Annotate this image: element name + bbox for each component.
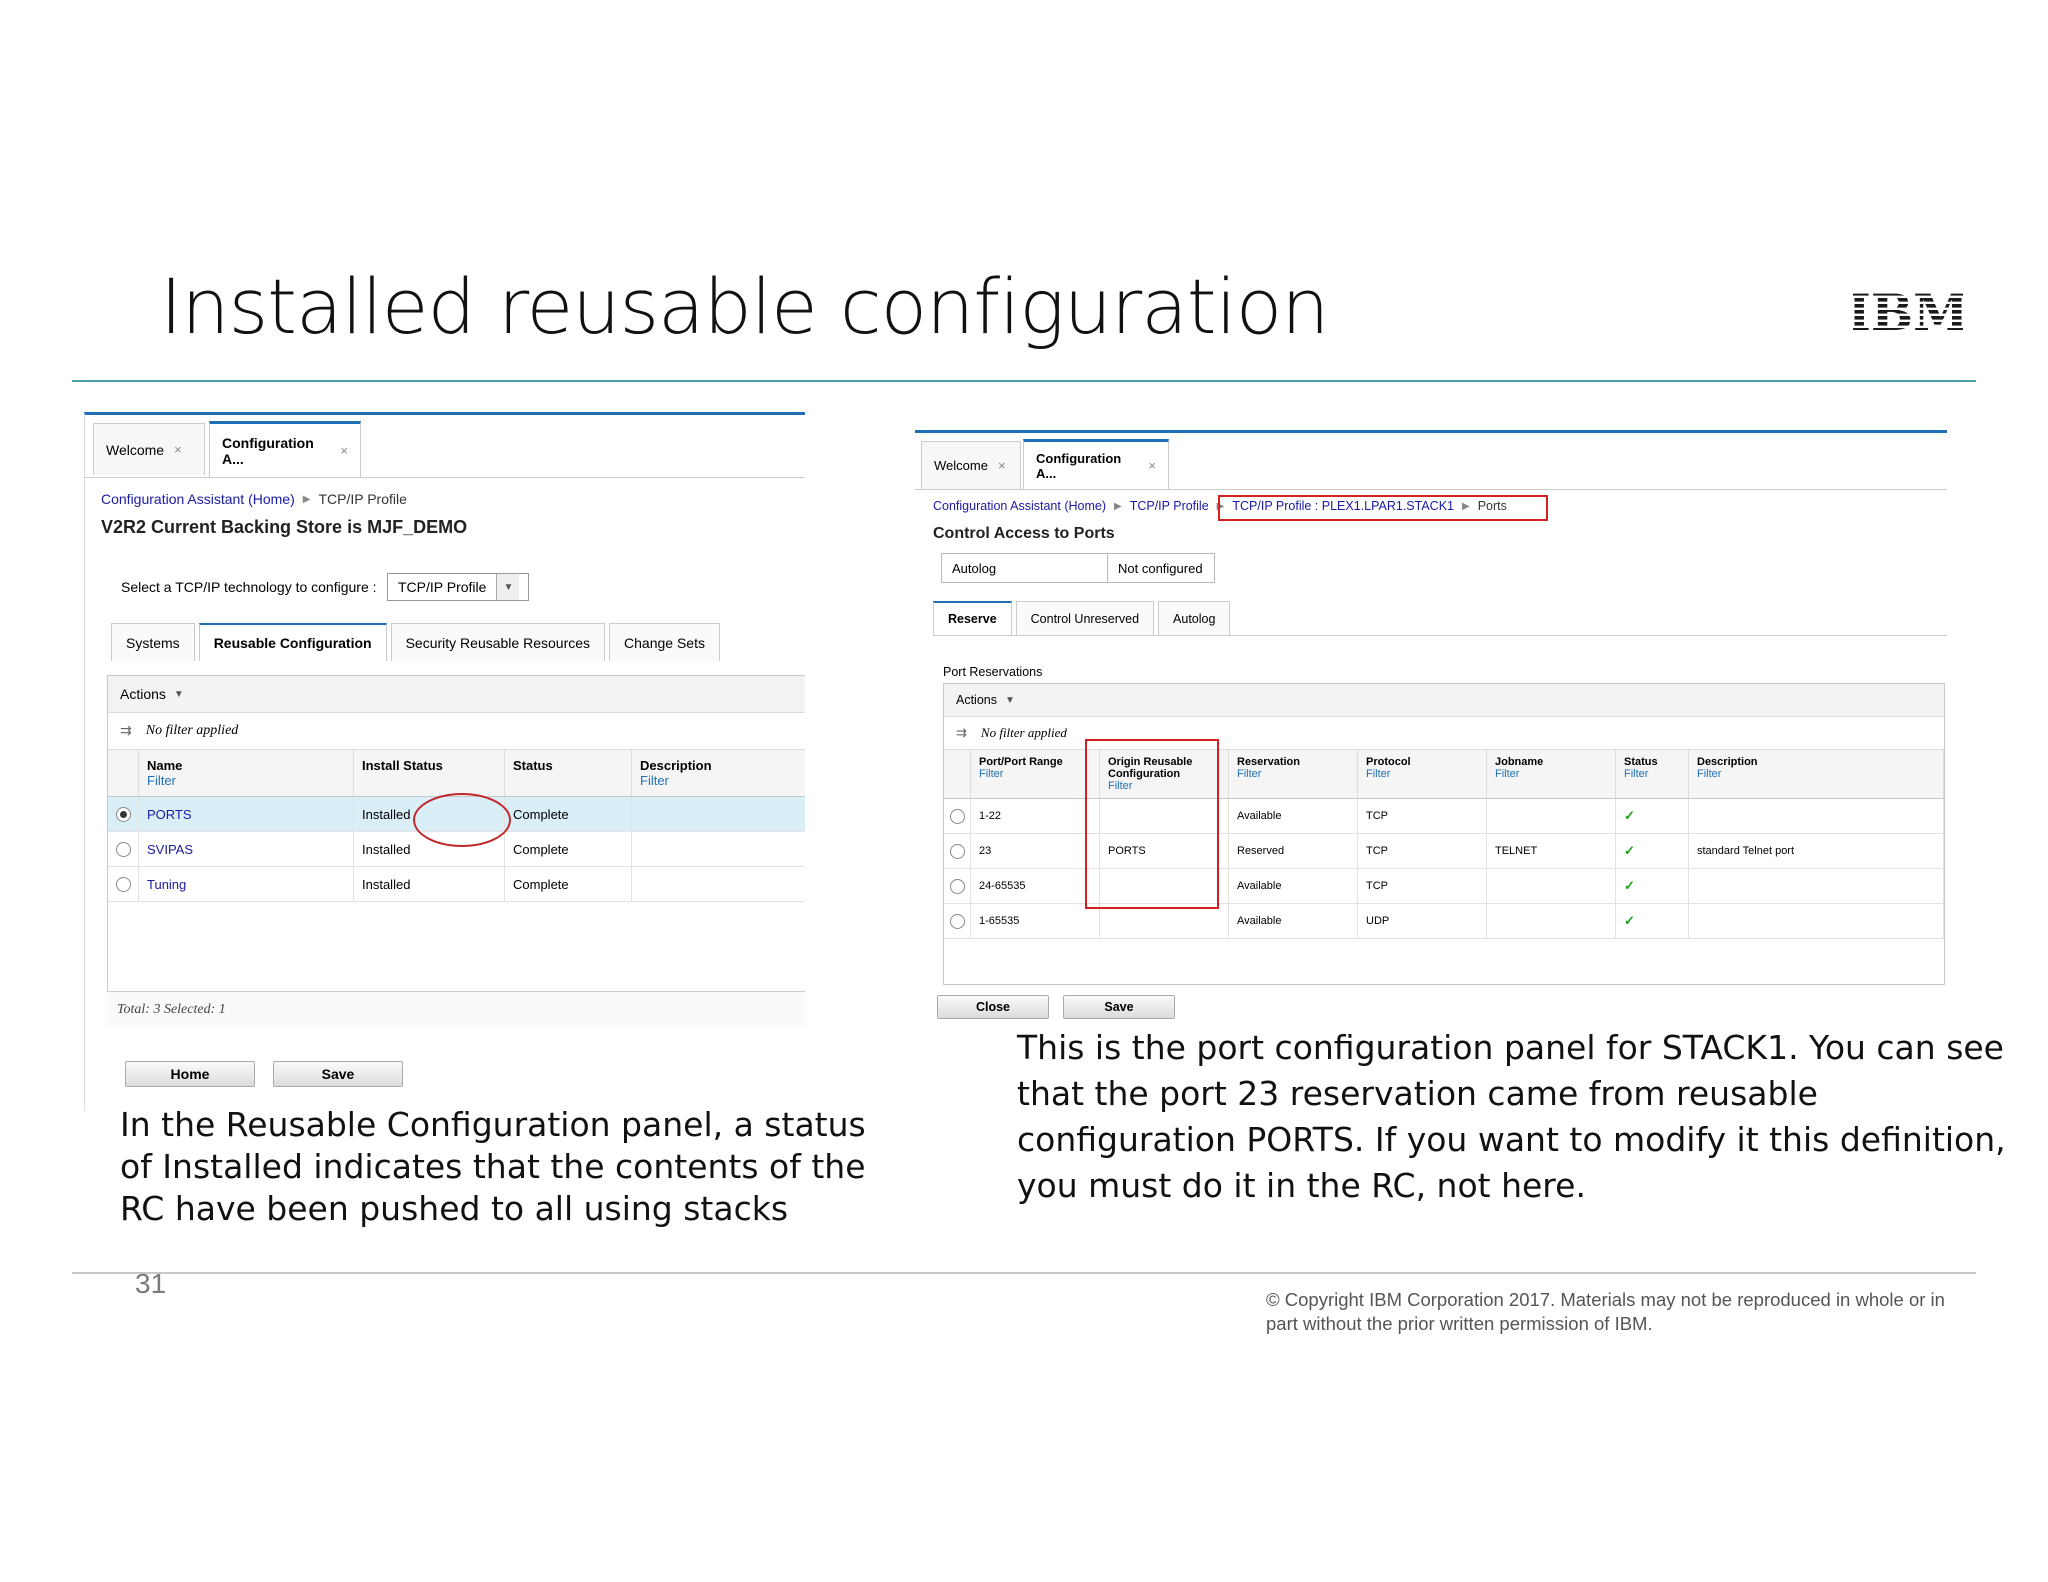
checkmark-icon: ✓ (1616, 869, 1689, 904)
annotation-box (1218, 495, 1548, 521)
breadcrumb-current: Ports (1477, 499, 1507, 513)
chevron-down-icon: ▼ (173, 688, 184, 700)
row-protocol: UDP (1358, 904, 1487, 939)
select-column-header (944, 750, 971, 799)
technology-select-value: TCP/IP Profile (398, 579, 487, 595)
row-port: 23 (971, 834, 1100, 869)
tab-bar (85, 415, 805, 478)
select-column-header (108, 750, 139, 797)
row-radio[interactable] (950, 914, 965, 929)
tab-autolog[interactable]: Autolog (1158, 601, 1230, 635)
row-install-status: Installed (354, 797, 505, 832)
chevron-right-icon: ▶ (302, 493, 311, 505)
row-radio[interactable] (116, 842, 131, 857)
table-row[interactable] (108, 867, 805, 902)
column-header-description[interactable]: Description Filter (1689, 750, 1944, 799)
footer-divider (72, 1272, 1976, 1274)
tab-label: Welcome (106, 441, 165, 458)
table-header (108, 750, 805, 797)
tab-label: Configuration A... (1036, 450, 1122, 481)
actions-menu[interactable] (108, 676, 805, 713)
filter-link[interactable]: Filter (1108, 780, 1133, 792)
actions-label: Actions (956, 693, 997, 707)
technology-select[interactable] (387, 573, 529, 601)
close-icon[interactable]: × (1148, 458, 1156, 473)
filter-icon[interactable]: ⇉ (956, 725, 967, 740)
row-origin: PORTS (1100, 834, 1229, 869)
filter-link[interactable]: Filter (1495, 768, 1520, 780)
column-header-jobname[interactable]: Jobname Filter (1487, 750, 1616, 799)
tab-welcome[interactable] (93, 423, 205, 475)
row-reservation: Available (1229, 799, 1358, 834)
actions-label: Actions (120, 686, 166, 702)
tab-change-sets[interactable]: Change Sets (609, 623, 720, 661)
row-protocol: TCP (1358, 834, 1487, 869)
caption-left: In the Reusable Configuration panel, a status of Installed indicates that the contents of the RC have been pushed to all using stacks (120, 1105, 866, 1228)
row-status: Complete (505, 797, 632, 832)
home-button[interactable]: Home (125, 1061, 255, 1087)
row-port: 24-65535 (971, 869, 1100, 904)
row-jobname: TELNET (1487, 834, 1616, 869)
row-name[interactable]: PORTS (139, 797, 354, 832)
breadcrumb-home-link[interactable]: Configuration Assistant (Home) (101, 491, 295, 507)
row-port: 1-22 (971, 799, 1100, 834)
filter-status: No filter applied (145, 723, 239, 738)
row-radio[interactable] (116, 877, 131, 892)
close-icon[interactable]: × (174, 442, 182, 457)
ibm-logo (1853, 286, 1963, 334)
tab-reserve[interactable]: Reserve (933, 601, 1012, 635)
actions-menu[interactable] (944, 684, 1944, 717)
filter-link[interactable]: Filter (1237, 768, 1262, 780)
save-button[interactable]: Save (273, 1061, 403, 1087)
row-jobname (1487, 869, 1616, 904)
close-icon[interactable]: × (340, 443, 348, 458)
filter-status: No filter applied (980, 725, 1067, 740)
filter-link[interactable]: Filter (147, 773, 176, 788)
subtab-bar (111, 623, 724, 661)
row-install-status: Installed (354, 832, 505, 867)
tab-configuration-assistant[interactable] (1023, 439, 1169, 489)
row-description (632, 832, 806, 867)
breadcrumb (101, 491, 407, 507)
breadcrumb-profile-link[interactable]: TCP/IP Profile (1129, 499, 1209, 513)
close-button[interactable]: Close (937, 995, 1049, 1019)
filter-icon[interactable]: ⇉ (120, 723, 132, 739)
row-description (1689, 904, 1944, 939)
column-header-name[interactable]: Name Filter (139, 750, 354, 797)
breadcrumb-current: TCP/IP Profile (318, 491, 407, 507)
autolog-summary (941, 553, 1215, 583)
save-button[interactable]: Save (1063, 995, 1175, 1019)
title-divider (72, 380, 1976, 382)
row-radio[interactable] (950, 879, 965, 894)
column-header-description[interactable]: Description Filter (632, 750, 806, 797)
column-header-protocol[interactable]: Protocol Filter (1358, 750, 1487, 799)
row-description (1689, 869, 1944, 904)
tab-security-reusable-resources[interactable]: Security Reusable Resources (391, 623, 605, 661)
row-radio[interactable] (116, 807, 131, 822)
port-configuration-panel (915, 430, 1947, 1033)
row-reservation: Available (1229, 869, 1358, 904)
row-jobname (1487, 799, 1616, 834)
autolog-label: Autolog (942, 554, 1108, 582)
tab-systems[interactable]: Systems (111, 623, 195, 661)
row-name[interactable]: SVIPAS (139, 832, 354, 867)
column-header-reservation[interactable]: Reservation Filter (1229, 750, 1358, 799)
subtab-bar (933, 601, 1234, 635)
row-name[interactable]: Tuning (139, 867, 354, 902)
column-header-port-range[interactable]: Port/Port Range Filter (971, 750, 1100, 799)
row-install-status: Installed (354, 867, 505, 902)
page-number: 31 (135, 1268, 167, 1299)
column-header-origin-reusable-configuration[interactable]: Origin Reusable Configuration Filter (1100, 750, 1229, 799)
annotation-box (1085, 739, 1219, 909)
row-radio[interactable] (950, 809, 965, 824)
tab-bar (915, 433, 1947, 490)
filter-link[interactable]: Filter (640, 773, 669, 788)
page-heading: V2R2 Current Backing Store is MJF_DEMO (101, 517, 468, 537)
tab-welcome[interactable] (921, 441, 1021, 489)
column-header-install-status[interactable]: Install Status (354, 750, 505, 797)
filter-bar (108, 713, 805, 750)
section-label: Port Reservations (943, 665, 1043, 679)
checkmark-icon: ✓ (1616, 834, 1689, 869)
row-status: Complete (505, 867, 632, 902)
tab-reusable-configuration[interactable]: Reusable Configuration (199, 623, 387, 661)
chevron-down-icon: ▼ (1005, 694, 1015, 706)
chevron-right-icon: ▶ (1462, 500, 1470, 512)
row-radio[interactable] (950, 844, 965, 859)
tab-control-unreserved[interactable]: Control Unreserved (1016, 601, 1154, 635)
row-description: standard Telnet port (1689, 834, 1944, 869)
row-protocol: TCP (1358, 799, 1487, 834)
page-heading: Control Access to Ports (933, 525, 1115, 542)
checkmark-icon: ✓ (1616, 799, 1689, 834)
column-header-status[interactable]: Status Filter (1616, 750, 1689, 799)
row-jobname (1487, 904, 1616, 939)
row-description (632, 797, 806, 832)
breadcrumb-home-link[interactable]: Configuration Assistant (Home) (933, 499, 1106, 513)
row-protocol: TCP (1358, 869, 1487, 904)
reusable-configuration-panel (84, 412, 805, 1111)
slide-title: Installed reusable configuration (160, 262, 1329, 351)
tab-label: Welcome (934, 458, 988, 473)
row-description (632, 867, 806, 902)
breadcrumb-stack-link[interactable]: TCP/IP Profile : PLEX1.LPAR1.STACK1 (1232, 499, 1454, 513)
row-status: Complete (505, 832, 632, 867)
table-footer: Total: 3 Selected: 1 (107, 991, 805, 1027)
technology-label: Select a TCP/IP technology to configure : (121, 579, 377, 595)
autolog-value: Not configured (1118, 560, 1203, 576)
close-icon[interactable]: × (997, 458, 1006, 473)
row-description (1689, 799, 1944, 834)
tab-configuration-assistant[interactable] (209, 421, 361, 477)
column-header-status[interactable]: Status (505, 750, 632, 797)
filter-link[interactable]: Filter (979, 768, 1004, 780)
tab-label: Configuration A... (222, 434, 314, 467)
row-port: 1-65535 (971, 904, 1100, 939)
annotation-circle (413, 793, 511, 847)
chevron-right-icon: ▶ (1216, 500, 1225, 512)
checkmark-icon: ✓ (1616, 904, 1689, 939)
chevron-down-icon: ▼ (496, 574, 519, 600)
row-reservation: Reserved (1229, 834, 1358, 869)
filter-link[interactable]: Filter (1697, 768, 1722, 780)
filter-link[interactable]: Filter (1366, 768, 1391, 780)
filter-link[interactable]: Filter (1624, 768, 1649, 780)
chevron-right-icon: ▶ (1114, 500, 1122, 512)
caption-right: This is the port configuration panel for STACK1. You can see that the port 23 reservation came from reusable configuration PORTS. If you want to modify it this definition, you must do it in the RC, not here. (1017, 1028, 2006, 1205)
copyright-notice: © Copyright IBM Corporation 2017. Materials may not be reproduced in whole or in part without the prior written permission of IBM. (1266, 1289, 1945, 1334)
row-reservation: Available (1229, 904, 1358, 939)
